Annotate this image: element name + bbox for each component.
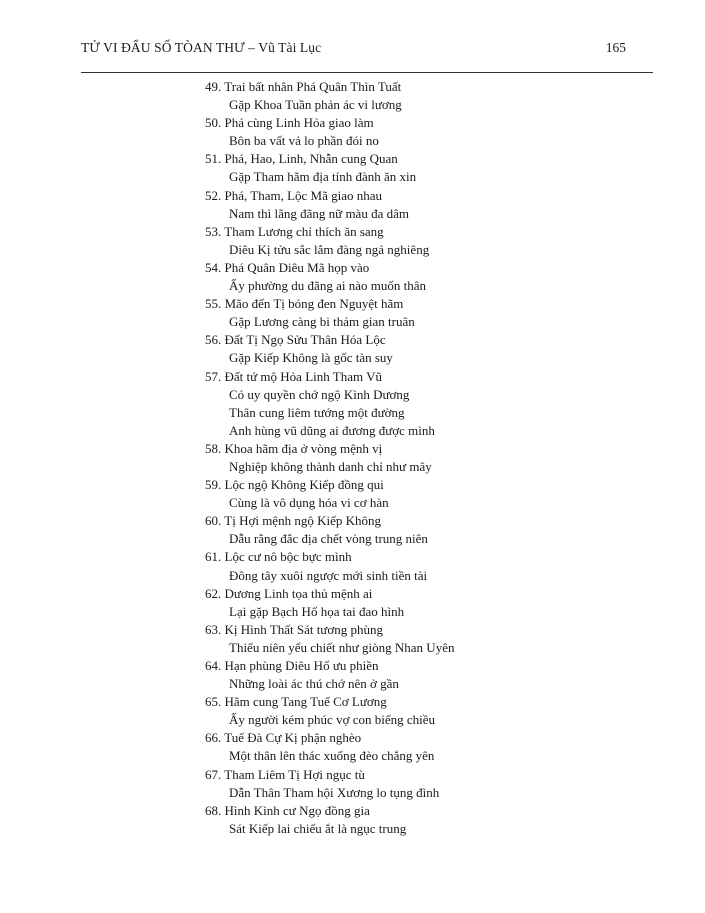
verse-text: Tuế Đà Cự Kị phận nghèo [224,730,362,746]
verse-item [205,621,605,657]
verse-text: Gặp Kiếp Không là gốc tàn suy [229,350,393,366]
verse-number: 67. [205,766,222,782]
verse-number: 58. [205,440,222,456]
verse-text: Lộc ngộ Không Kiếp đồng qui [224,477,384,493]
verse-continuation-line [205,132,605,150]
verse-text: Bôn ba vất vả lo phần đói no [229,133,379,149]
verse-first-line [205,621,605,639]
verse-item [205,693,605,729]
verse-continuation-line [205,386,605,404]
verse-text: Hình Kình cư Ngọ đồng gia [224,802,370,818]
verse-text: Một thân lên thác xuống đèo chẳng yên [229,748,435,764]
running-title: TỬ VI ĐẨU SỐ TÒAN THƯ – Vũ Tài Lục [81,40,322,55]
verse-continuation-line [205,747,605,765]
verse-continuation-line [205,168,605,186]
verse-text: Hãm cung Tang Tuế Cơ Lương [224,694,387,710]
verse-continuation-line [205,277,605,295]
verse-number: 64. [205,658,222,673]
verse-first-line [205,729,605,747]
verse-text: Khoa hãm địa ở vòng mệnh vị [224,440,383,456]
verse-number: 52. [205,187,222,203]
verse-item [205,223,605,259]
verse-first-line [205,548,605,566]
verse-item [205,512,605,548]
verse-item [205,331,605,367]
verse-item [205,259,605,295]
verse-first-line [205,223,605,241]
verse-text: Lại gặp Bạch Hổ họa tai đao hình [229,603,405,619]
verse-item [205,78,605,114]
verse-number: 56. [205,332,222,348]
verse-continuation-line [205,313,605,331]
verse-first-line [205,476,605,494]
verse-continuation-line [205,820,605,838]
verse-text: Phá, Tham, Lộc Mã giao nhau [224,187,383,203]
verse-continuation-line [205,639,605,657]
verse-text: Tị Hợi mệnh ngộ Kiếp Không [224,513,381,529]
verse-text: Mão đến Tị bóng đen Nguyệt hãm [224,296,404,312]
verse-first-line [205,657,605,675]
page-header [81,40,626,62]
verse-first-line [205,368,605,386]
verse-text: Thân cung liêm tướng một đường [229,404,405,420]
verse-text: Hạn phùng Diêu Hổ ưu phiền [224,658,379,673]
verse-continuation-line [205,205,605,223]
verse-continuation-line [205,96,605,114]
verse-first-line [205,150,605,168]
verse-continuation-line [205,349,605,367]
verse-continuation-line [205,711,605,729]
verse-text: Những loài ác thú chớ nên ở gần [229,676,399,692]
verse-first-line [205,187,605,205]
verse-number: 59. [205,477,222,493]
verse-text: Nam thì lãng đãng nữ màu đa dâm [229,205,409,221]
verse-item [205,187,605,223]
verse-text: Dương Linh tọa thủ mệnh ai [224,585,373,601]
verse-first-line [205,78,605,96]
verse-text: Kị Hình Thất Sát tương phùng [224,621,383,637]
verse-continuation-line [205,675,605,693]
verse-item [205,150,605,186]
verse-text: Trai bất nhân Phá Quân Thìn Tuất [224,79,402,94]
header-rule [81,72,653,73]
verse-text: Diêu Kị tửu sắc lắm đàng ngả nghiêng [229,241,430,257]
verse-text: Phá cùng Linh Hỏa giao làm [224,115,374,131]
verse-text: Anh hùng vũ dũng ai đương được mình [229,422,435,438]
verse-continuation-line [205,458,605,476]
verse-continuation-line [205,784,605,802]
verse-item [205,729,605,765]
verse-text: Ấy phường du đãng ai nào muốn thân [229,278,426,294]
verse-continuation-line [205,404,605,422]
verse-text: Tham Liêm Tị Hợi ngục tù [224,766,365,782]
verse-first-line [205,259,605,277]
verse-item [205,548,605,584]
verse-number: 51. [205,151,222,167]
verse-first-line [205,331,605,349]
verse-number: 54. [205,259,222,275]
verse-continuation-line [205,422,605,440]
verse-text: Tham Lương chỉ thích ăn sang [224,223,384,239]
verse-continuation-line [205,603,605,621]
verse-number: 68. [205,802,222,818]
verse-text: Đông tây xuôi ngược mới sinh tiền tài [229,567,428,583]
verse-item [205,295,605,331]
verse-number: 61. [205,549,222,565]
verse-first-line [205,693,605,711]
verse-number: 57. [205,368,222,384]
verse-list [205,78,605,838]
verse-text: Thiếu niên yểu chiết như giòng Nhan Uyên [229,639,455,655]
verse-continuation-line [205,567,605,585]
verse-text: Đất tứ mộ Hỏa Linh Tham Vũ [224,368,382,384]
verse-text: Phá Quân Diêu Mã họp vào [224,259,370,275]
verse-number: 66. [205,730,222,746]
verse-first-line [205,585,605,603]
verse-text: Gặp Lương càng bi thảm gian truân [229,314,415,330]
verse-text: Phá, Hao, Linh, Nhẫn cung Quan [224,151,398,167]
verse-continuation-line [205,241,605,259]
verse-number: 65. [205,694,222,710]
verse-number: 53. [205,223,222,239]
verse-item [205,585,605,621]
verse-number: 62. [205,585,222,601]
verse-number: 60. [205,513,222,529]
verse-text: Sát Kiếp lai chiếu ắt là ngục trung [229,820,407,836]
verse-text: Nghiệp không thành danh chỉ như mây [229,458,432,474]
verse-item [205,114,605,150]
verse-item [205,657,605,693]
verse-text: Lộc cư nô bộc bực mình [224,549,352,565]
verse-text: Đất Tị Ngọ Sửu Thân Hóa Lộc [224,332,386,348]
verse-first-line [205,766,605,784]
verse-item [205,440,605,476]
verse-item [205,476,605,512]
verse-text: Ấy người kém phúc vợ con biếng chiều [229,712,436,728]
page-number: 165 [605,40,626,55]
verse-first-line [205,114,605,132]
verse-text: Dẫu rằng đắc địa chết vòng trung niên [229,531,428,547]
verse-first-line [205,440,605,458]
verse-text: Gặp Tham hãm địa tính đành ăn xin [229,169,417,185]
verse-number: 63. [205,621,222,637]
verse-first-line [205,802,605,820]
verse-number: 50. [205,115,222,131]
verse-item [205,766,605,802]
verse-item [205,368,605,440]
verse-continuation-line [205,494,605,512]
verse-number: 55. [205,296,222,312]
verse-continuation-line [205,530,605,548]
verse-text: Có uy quyền chớ ngộ Kình Dương [229,386,410,402]
verse-text: Cùng là vô dụng hóa vi cơ hàn [229,495,389,511]
verse-item [205,802,605,838]
verse-text: Dẫn Thân Tham hội Xương lo tụng đình [229,784,440,800]
verse-first-line [205,512,605,530]
verse-number: 49. [205,79,222,94]
verse-text: Gặp Khoa Tuần phản ác vi lương [229,97,402,113]
verse-first-line [205,295,605,313]
